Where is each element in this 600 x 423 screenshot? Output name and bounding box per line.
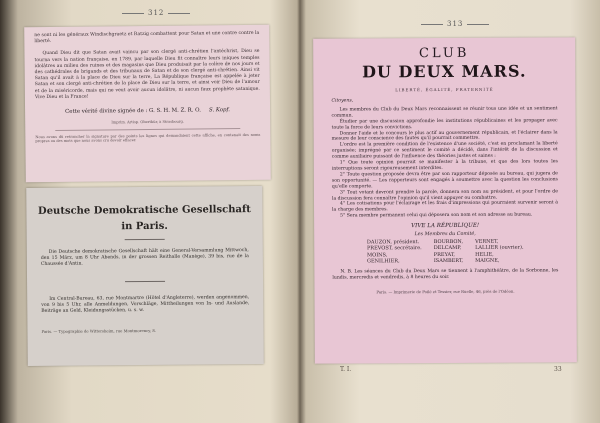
club-deux-mars-sheet	[313, 37, 577, 363]
member-name: DAUZON, président.	[366, 239, 420, 246]
club-title: DU DEUX MARS.	[362, 61, 527, 82]
deutsche-gesellschaft-sheet	[26, 186, 264, 366]
sheet-paragraph: Im Central-Bureau, 63, rue Montmartre (Hôtel d'Angleterre), werden angenommen, von 9 bis 5 Uhr, alle Anmeldungen, Vorschläge, Mittheilungen von In- und Auslande, Beiträge an Geld, Kleidungsstücken, u. s. w.	[41, 295, 250, 314]
sheet-paragraph: Quand Dieu dit que Satan avait vaincu par son clergé anti-chrétien l'antéchrist, Dieu se tourna vers la nation française, en 1789, par laquelle Dieu fit connaître leurs iniques temples idolâtres au milieu des ruines et des magasins que Dieu produisait par la colère de nos jours et des cathédrales de brigands et des tribunaux de Satan et de son clergé anti-chrétien. Ainsi vit Satan qu'il avait à la place de Dieu sur la terre, La République française est appelée à jeter Satan et son clergé anti-chrétien de la place de Dieu sur la terre, et ainsi voir Dieu de l'amour et de la miséricorde, mais qui ne veut avoir aucun idolâtre, ni aucun faux prophète satanique. Vive Dieu et la France!	[34, 49, 260, 101]
motto: LIBERTÉ, ÉGALITÉ, FRATERNITÉ	[395, 86, 494, 93]
printer-line: Imprim. Artisp. Oberthür, à Strasbourg.	[111, 119, 185, 125]
member-name: PREYAT,	[433, 251, 456, 258]
left-page-number: 312	[118, 9, 194, 17]
club-rule: 3° Tout votant devront prendre la parole, donnera son nom au président, et pour l'ordre de la discussion fera connaître l'opinion qu'il vient appuyer ou combattre.	[331, 189, 558, 202]
signature-name: S. Kopf.	[208, 107, 231, 114]
club-rule: 1° Que toute opinion pourrait se manifester à la tribune, et que des lors toutes les interruptions seront rigoureusement interdites.	[331, 159, 558, 172]
club-paragraph: Donner l'aide et le concours le plus actif au gouvernement républicain, et l'éclairer dans la mesure de leur conscience des fautes qu'il pourrait commettre.	[331, 129, 558, 143]
sheet-title: Deutsche Demokratische Gesellschaft	[37, 204, 251, 217]
left-page	[0, 0, 296, 423]
divider	[125, 281, 165, 282]
printer-line: Paris. — Imprimerie de Poilé et Tessier, rue Ruelle, 46, près de l'Odéon.	[376, 288, 515, 295]
club-rule: 4° Les cotisations pour l'éclairage et les frais d'impressions qui pourraient survenir seront à la charge des membres.	[332, 200, 559, 213]
club-rule: 5° Sera membre permanent celui qui déposera son nom et son adresse au bureau.	[340, 212, 533, 219]
satan-proclamation-sheet	[24, 25, 271, 183]
editor-note: Nous avons dû retrancher la signature par des points les lignes qui demandaient cette affiche, en contenait des noms propres ou des mots que nous avons cru devoir effacer.	[35, 132, 261, 144]
volume-mark: T. I.	[340, 366, 352, 373]
member-name: ISAMBERT,	[433, 257, 464, 265]
member-name: VERNET,	[475, 238, 499, 245]
right-page-number: 313	[417, 20, 493, 28]
nota-bene: N. B. Les séances du Club du Deux Mars se tiennent à l'amphithéâtre, de la Sorbonne, les lundis, mercredis et vendredis, à 8 heures du soir.	[332, 268, 559, 281]
member-name: PREVOST, secrétaire.	[366, 245, 422, 252]
member-name: LALLIER (ouvrier).	[475, 245, 524, 252]
signature-line: Cette vérité divine signée de : G. S. H. M. Z. R. O.	[65, 107, 201, 115]
member-name: BOURBON,	[433, 239, 464, 246]
divider	[125, 239, 165, 240]
member-name: HELIE,	[475, 251, 494, 258]
table-row	[361, 258, 530, 265]
member-name: DELCAMP,	[433, 245, 462, 252]
club-paragraph: Les membres du Club du Deux Mars reconnaissent se réunir tous une idée et un sentiment commun.	[331, 106, 558, 119]
divider	[55, 128, 240, 131]
committee-heading: Les Membres du Comité,	[414, 231, 476, 238]
sheet-paragraph: ne sont ni les généraux Windischgraetz et Ratzig combattent pour Satan et une contre contre la liberté.	[34, 30, 260, 45]
club-label: CLUB	[418, 45, 470, 62]
club-paragraph: L'ordre est la première condition de l'existence d'une société, c'est en proclamant la liberté organisée; imprégné par ce sentiment le comité a décidé, dans l'intérêt de la discussion et comme auxiliaire puissant de l'influence des théories justes et saines :	[331, 141, 558, 160]
club-paragraph: Étudier par une discussion approfondie les institutions républicaines et les propager avec toute la force de leurs convictions.	[331, 118, 558, 131]
vive-la-republique: VIVE LA RÉPUBLIQUE!	[411, 222, 480, 230]
sheet-subtitle: in Paris.	[121, 220, 168, 233]
sheet-paragraph: Die Deutsche demokratische Gesellschaft hält eine General-Versammlung Mittwoch, den 15 März, um 8 Uhr Abends, in der grossen Reithalle (Manège), 39 bis, rue de la Chaussée d'Antin.	[40, 248, 249, 267]
salutation: Citoyens,	[331, 98, 354, 104]
club-rule: 2° Toute question proposée devra être par son rapporteur déposée au bureau, qui jugera de son opportunité. — Les rapporteurs sont engagés à soumettre avec la question les conclusions qu'elle comporte.	[331, 171, 558, 190]
member-name: MOINS,	[366, 252, 388, 259]
member-name: GENILHIER,	[366, 258, 400, 265]
printer-line: Paris. — Typographie de Wittersheim, rue Montmorency, 8.	[41, 327, 156, 334]
signature-mark: 33	[554, 366, 562, 373]
member-name: MAIGNE,	[475, 257, 500, 264]
committee-members-table	[361, 239, 530, 265]
